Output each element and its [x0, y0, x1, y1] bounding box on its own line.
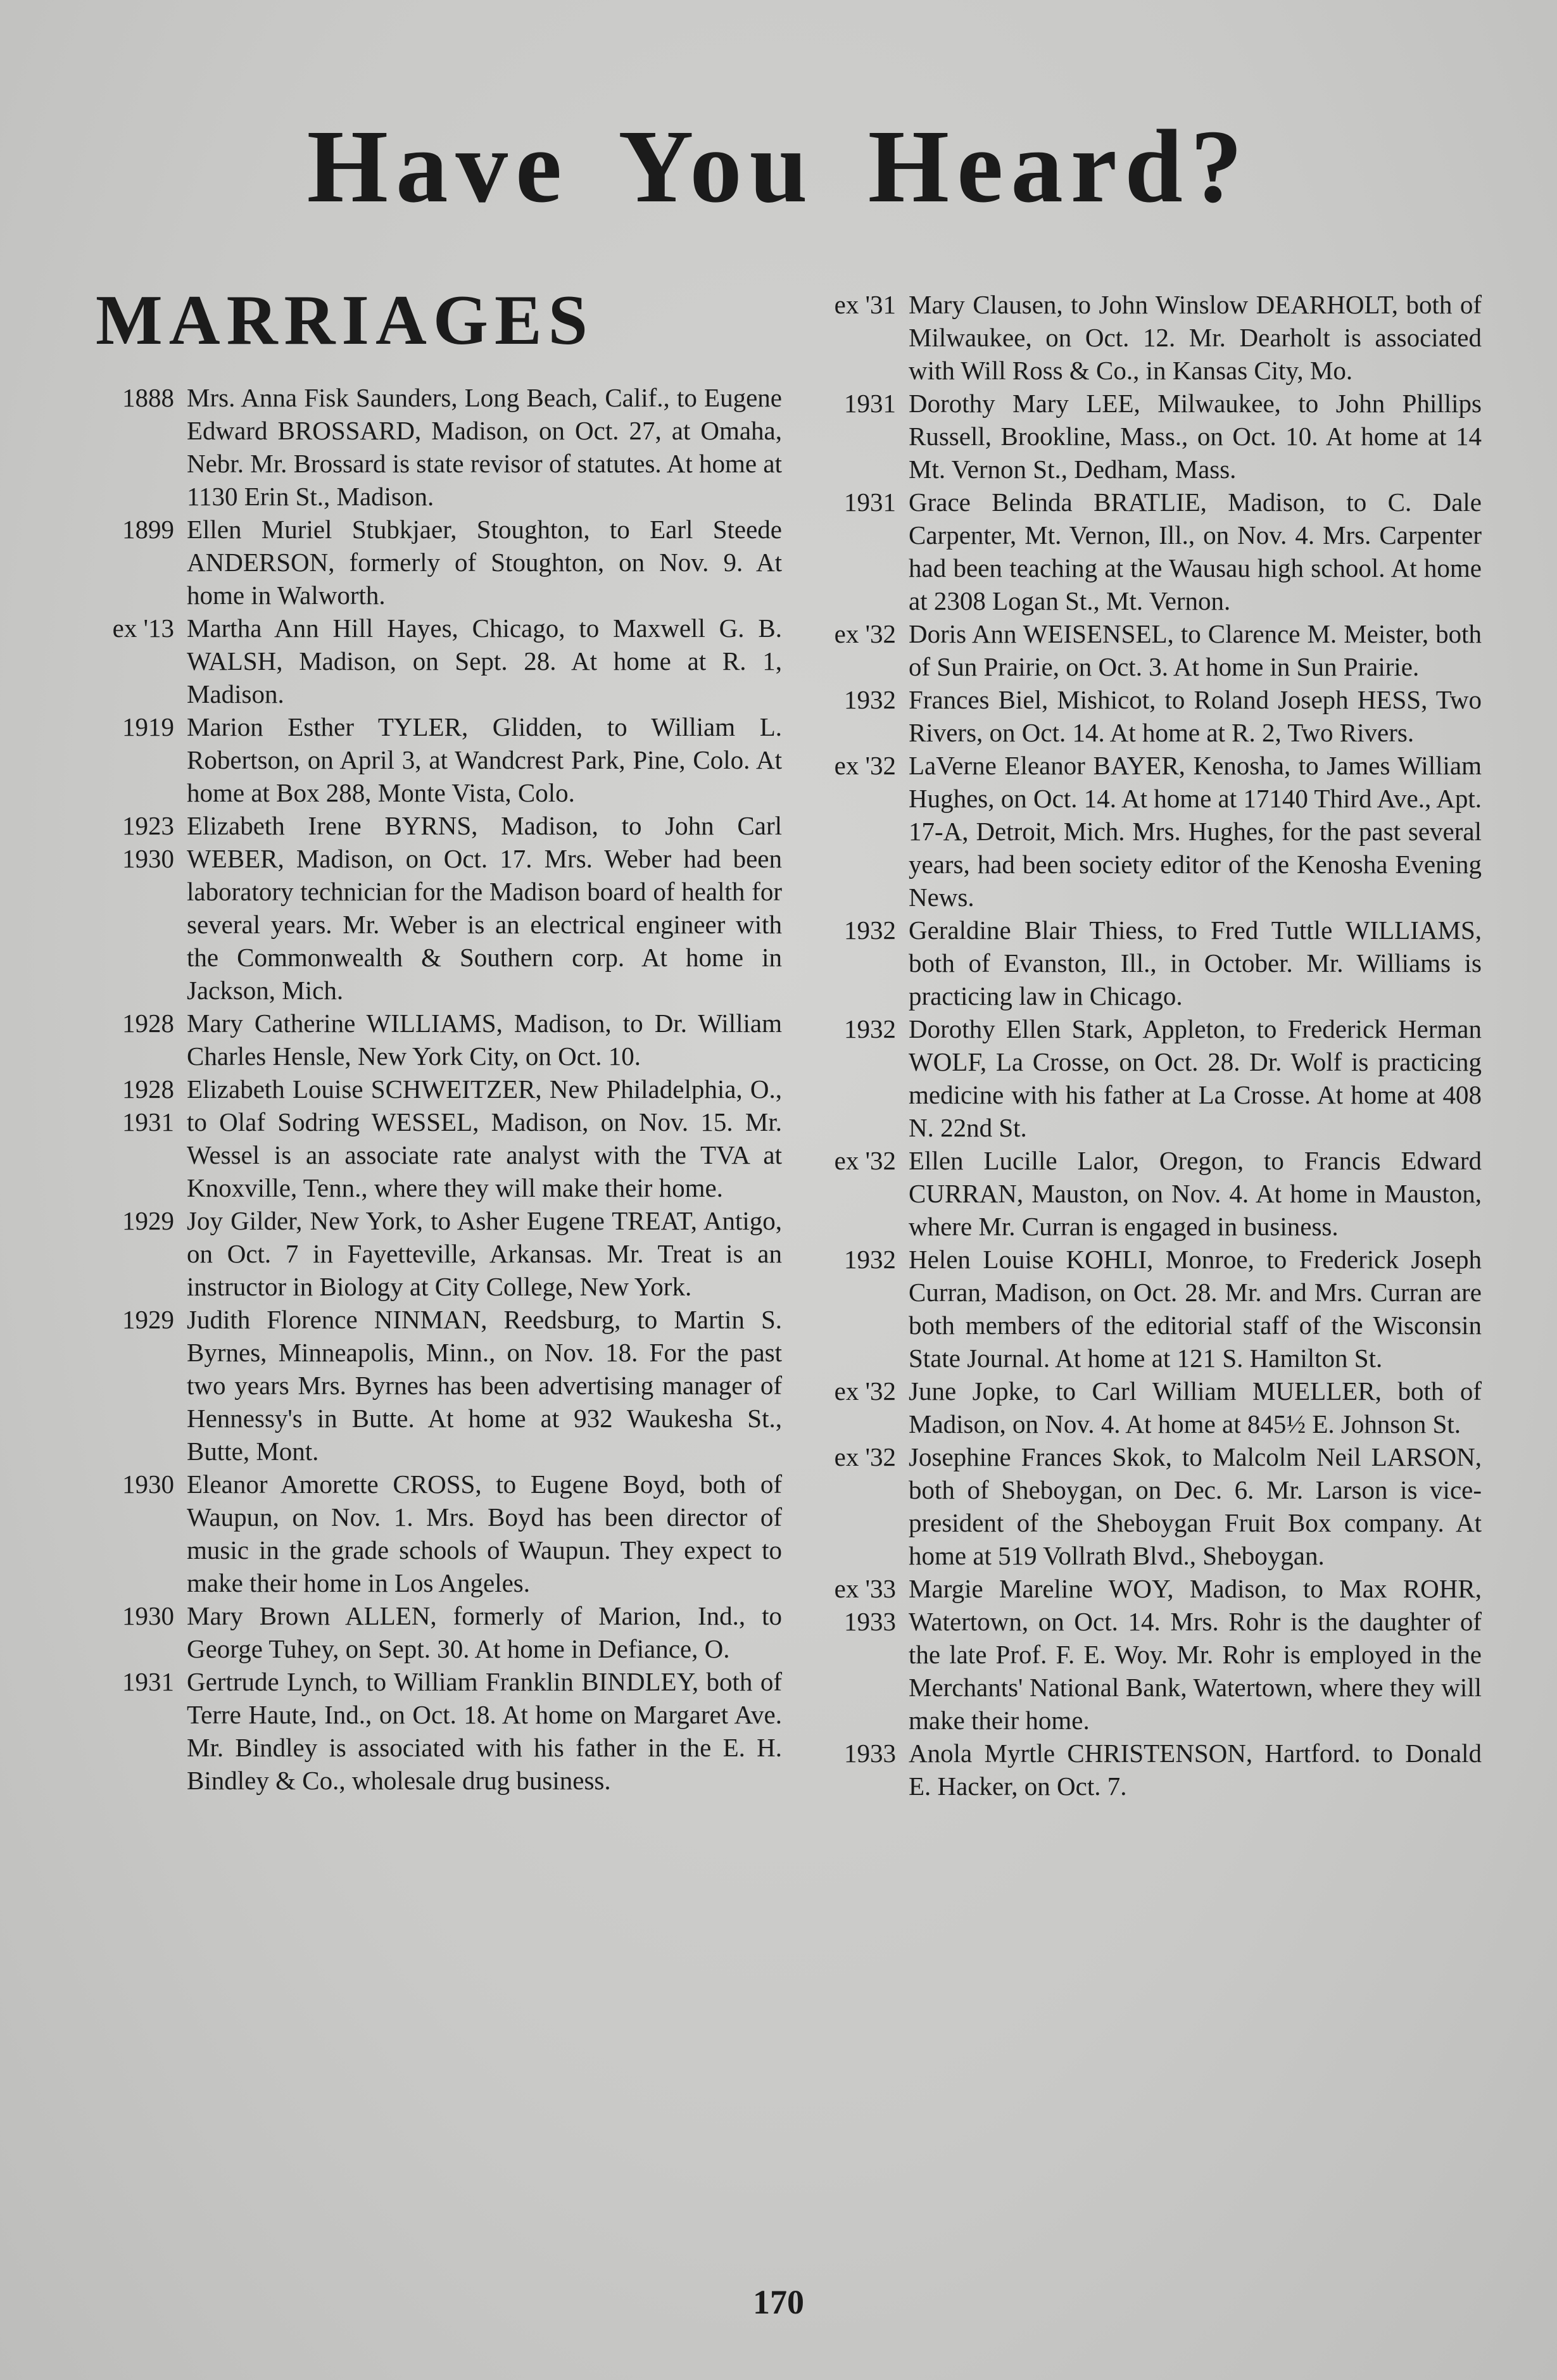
marriage-entry — [810, 1440, 1482, 1572]
marriage-entry — [810, 1012, 1482, 1144]
marriage-text: Helen Louise KOHLI, Monroe, to Frederick Joseph Curran, Madison, on Oct. 28. Mr. and Mrs. Curran are both members of the editorial staff of the Wisconsin State Journal. At home at 121 S. Hamilton St. — [909, 1245, 1482, 1373]
left-entry-list — [92, 381, 782, 1797]
class-year: 1932 — [844, 1014, 896, 1043]
marriage-entry — [92, 513, 782, 612]
marriage-text: Mary Brown ALLEN, formerly of Marion, Ind., to George Tuhey, on Sept. 30. At home in Defiance, O. — [187, 1601, 782, 1663]
marriage-text: Joy Gilder, New York, to Asher Eugene TREAT, Antigo, on Oct. 7 in Fayetteville, Arkansas. Mr. Treat is an instructor in Biology at City College, New York. — [187, 1206, 782, 1301]
marriage-text: Dorothy Ellen Stark, Appleton, to Frederick Herman WOLF, La Crosse, on Oct. 28. Dr. Wolf is practicing medicine with his father at La Crosse. At home at 408 N. 22nd St. — [909, 1014, 1482, 1142]
class-year: 1929 — [122, 1305, 174, 1334]
marriage-entry — [810, 1572, 1482, 1737]
marriage-entry — [810, 617, 1482, 683]
marriage-entry — [810, 486, 1482, 617]
marriage-entry — [92, 809, 782, 1007]
marriage-entry — [92, 1468, 782, 1599]
marriage-text: Eleanor Amorette CROSS, to Eugene Boyd, both of Waupun, on Nov. 1. Mrs. Boyd has been director of music in the grade schools of Waupun. They expect to make their home in Los Angeles. — [187, 1470, 782, 1597]
class-year: ex '32 — [834, 1146, 896, 1175]
marriage-entry — [92, 381, 782, 513]
class-year: 1923 1930 — [122, 811, 174, 873]
marriage-text: Elizabeth Irene BYRNS, Madison, to John Carl WEBER, Madison, on Oct. 17. Mrs. Weber had been laboratory technician for the Madison board of health for several years. Mr. Weber is an electrical engineer with the Commonwealth & Southern corp. At home in Jackson, Mich. — [187, 811, 782, 1005]
class-year: 1930 — [122, 1470, 174, 1499]
section-heading: MARRIAGES — [96, 281, 594, 360]
marriage-text: Geraldine Blair Thiess, to Fred Tuttle WILLIAMS, both of Evanston, Ill., in October. Mr. Williams is practicing law in Chicago. — [909, 916, 1482, 1011]
marriage-text: Elizabeth Louise SCHWEITZER, New Philadelphia, O., to Olaf Sodring WESSEL, Madison, on Nov. 15. Mr. Wessel is an associate rate analyst with the TVA at Knoxville, Tenn., where they will make their home. — [187, 1074, 782, 1202]
class-year: ex '32 — [834, 619, 896, 648]
class-year: 1931 — [122, 1667, 174, 1696]
class-year: 1932 — [844, 916, 896, 945]
left-column — [92, 272, 782, 1797]
marriage-entry — [810, 1243, 1482, 1375]
marriage-entry — [810, 288, 1482, 387]
class-year: 1932 — [844, 685, 896, 714]
class-year: 1930 — [122, 1601, 174, 1630]
marriage-text: Frances Biel, Mishicot, to Roland Joseph HESS, Two Rivers, on Oct. 14. At home at R. 2, Two Rivers. — [909, 685, 1482, 747]
marriage-entry — [92, 710, 782, 809]
marriage-text: Margie Mareline WOY, Madison, to Max ROHR, Watertown, on Oct. 14. Mrs. Rohr is the daughter of the late Prof. F. E. Woy. Mr. Rohr is employed in the Merchants' National Bank, Watertown, where they will make their home. — [909, 1574, 1482, 1735]
marriage-text: Josephine Frances Skok, to Malcolm Neil LARSON, both of Sheboygan, on Dec. 6. Mr. Larson is vice-president of the Sheboygan Fruit Box company. At home at 519 Vollrath Blvd., Sheboygan. — [909, 1442, 1482, 1570]
right-column — [810, 288, 1482, 1803]
marriage-entry — [810, 749, 1482, 914]
marriage-entry — [92, 1599, 782, 1665]
marriage-entry — [810, 1375, 1482, 1440]
class-year: 1899 — [122, 515, 174, 544]
class-year: 1888 — [122, 383, 174, 412]
marriage-text: Dorothy Mary LEE, Milwaukee, to John Phillips Russell, Brookline, Mass., on Oct. 10. At home at 14 Mt. Vernon St., Dedham, Mass. — [909, 389, 1482, 484]
marriage-text: Marion Esther TYLER, Glidden, to William L. Robertson, on April 3, at Wandcrest Park, Pine, Colo. At home at Box 288, Monte Vista, Colo. — [187, 712, 782, 807]
page-title: Have You Heard? — [306, 108, 1251, 224]
marriage-entry — [810, 683, 1482, 749]
marriage-text: Ellen Muriel Stubkjaer, Stoughton, to Earl Steede ANDERSON, formerly of Stoughton, on Nov. 9. At home in Walworth. — [187, 515, 782, 610]
marriage-entry — [92, 1665, 782, 1797]
class-year: 1933 — [844, 1739, 896, 1768]
page-number: 170 — [753, 2283, 804, 2321]
class-year: 1919 — [122, 712, 174, 741]
marriage-entry — [92, 1303, 782, 1468]
marriage-entry — [92, 1007, 782, 1073]
class-year: 1928 1931 — [122, 1074, 174, 1136]
marriage-entry — [810, 1737, 1482, 1803]
marriage-text: Anola Myrtle CHRISTENSON, Hartford. to Donald E. Hacker, on Oct. 7. — [909, 1739, 1482, 1801]
marriage-entry — [92, 1204, 782, 1303]
marriage-text: June Jopke, to Carl William MUELLER, both of Madison, on Nov. 4. At home at 845½ E. Johnson St. — [909, 1376, 1482, 1439]
marriage-text: Ellen Lucille Lalor, Oregon, to Francis Edward CURRAN, Mauston, on Nov. 4. At home in Mauston, where Mr. Curran is engaged in business. — [909, 1146, 1482, 1241]
class-year: ex '31 — [834, 290, 896, 319]
marriage-entry — [810, 914, 1482, 1012]
class-year: 1931 — [844, 389, 896, 418]
class-year: ex '32 — [834, 1442, 896, 1471]
class-year: ex '33 1933 — [834, 1574, 896, 1636]
marriage-text: Mary Catherine WILLIAMS, Madison, to Dr. William Charles Hensle, New York City, on Oct. 10. — [187, 1009, 782, 1071]
marriage-entry — [92, 1073, 782, 1204]
class-year: ex '32 — [834, 751, 896, 780]
marriage-text: Grace Belinda BRATLIE, Madison, to C. Dale Carpenter, Mt. Vernon, Ill., on Nov. 4. Mrs. Carpenter had been teaching at the Wausau high school. At home at 2308 Logan St., Mt. Vernon. — [909, 488, 1482, 615]
class-year: ex '13 — [112, 614, 174, 643]
marriage-text: Judith Florence NINMAN, Reedsburg, to Martin S. Byrnes, Minneapolis, Minn., on Nov. 18. For the past two years Mrs. Byrnes has been advertising manager of Hennessy's in Butte. At home at 932 Waukesha St., Butte, Mont. — [187, 1305, 782, 1466]
marriage-text: Doris Ann WEISENSEL, to Clarence M. Meister, both of Sun Prairie, on Oct. 3. At home in Sun Prairie. — [909, 619, 1482, 681]
marriage-text: Gertrude Lynch, to William Franklin BINDLEY, both of Terre Haute, Ind., on Oct. 18. At home on Margaret Ave. Mr. Bindley is associated with his father in the E. H. Bindley & Co., wholesale drug business. — [187, 1667, 782, 1795]
marriage-text: LaVerne Eleanor BAYER, Kenosha, to James William Hughes, on Oct. 14. At home at 17140 Third Ave., Apt. 17-A, Detroit, Mich. Mrs. Hughes, for the past several years, had been society editor of the Kenosha Evening News. — [909, 751, 1482, 912]
class-year: 1928 — [122, 1009, 174, 1038]
marriage-text: Mary Clausen, to John Winslow DEARHOLT, both of Milwaukee, on Oct. 12. Mr. Dearholt is associated with Will Ross & Co., in Kansas City, Mo. — [909, 290, 1482, 385]
right-entry-list — [810, 288, 1482, 1803]
marriage-text: Mrs. Anna Fisk Saunders, Long Beach, Calif., to Eugene Edward BROSSARD, Madison, on Oct. 27, at Omaha, Nebr. Mr. Brossard is state revisor of statutes. At home at 1130 Erin St., Madison. — [187, 383, 782, 511]
class-year: ex '32 — [834, 1376, 896, 1406]
class-year: 1932 — [844, 1245, 896, 1274]
marriage-entry — [810, 387, 1482, 486]
marriage-entry — [810, 1144, 1482, 1243]
marriage-entry — [92, 612, 782, 710]
marriage-text: Martha Ann Hill Hayes, Chicago, to Maxwell G. B. WALSH, Madison, on Sept. 28. At home at R. 1, Madison. — [187, 614, 782, 708]
class-year: 1931 — [844, 488, 896, 517]
class-year: 1929 — [122, 1206, 174, 1235]
